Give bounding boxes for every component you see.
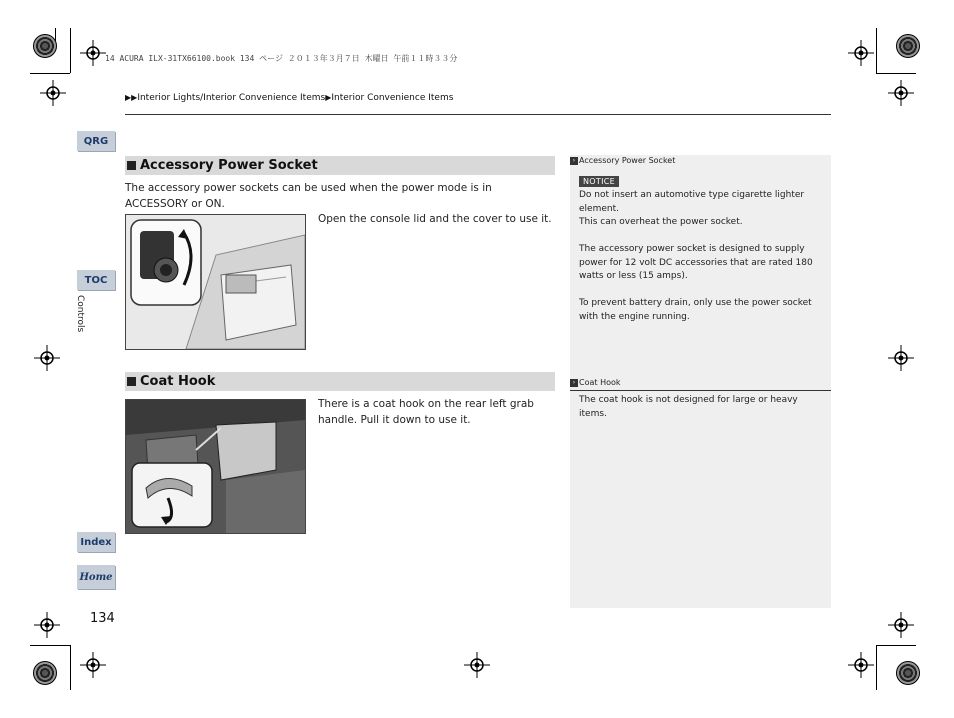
coat-hook-illustration (125, 399, 306, 534)
registration-crosshair-icon (848, 652, 874, 678)
registration-crosshair-icon (848, 40, 874, 66)
section-square-icon (127, 377, 136, 386)
accessory-section-heading (125, 156, 555, 175)
accessory-heading-text: Accessory Power Socket (140, 158, 318, 173)
section-tab-label: Controls (75, 295, 85, 333)
registration-rosette-icon (896, 661, 920, 685)
breadcrumb-link-interior-lights[interactable]: Interior Lights/Interior Convenience Items (137, 93, 326, 103)
registration-crosshair-icon (888, 80, 914, 106)
registration-crosshair-icon (80, 652, 106, 678)
coat-hook-section-heading (125, 372, 555, 391)
coat-hook-note-title[interactable] (570, 378, 621, 387)
registration-crosshair-icon (40, 80, 66, 106)
breadcrumb (125, 93, 453, 103)
page-number: 134 (90, 611, 115, 626)
rear-seat-hook-drawing-icon (126, 400, 305, 533)
book-file-info: 14 ACURA ILX-31TX66100.book 134 ページ ２０１３年３月７日 木曜日 午前１１時３３分 (105, 54, 458, 63)
registration-crosshair-icon (888, 345, 914, 371)
registration-rosette-icon (33, 34, 57, 58)
accessory-note-title-text: Accessory Power Socket (579, 156, 676, 165)
coat-hook-note-title-text: Coat Hook (579, 378, 621, 387)
coat-hook-note-rule (570, 390, 831, 391)
registration-crosshair-icon (464, 652, 490, 678)
cross-reference-icon: › (570, 379, 578, 387)
accessory-note-text-1: Do not insert an automotive type cigarette lighter element. This can overheat the power socket. (579, 190, 805, 227)
accessory-note-text-3: To prevent battery drain, only use the power socket with the engine running. (579, 298, 812, 322)
breadcrumb-link-convenience-items[interactable]: Interior Convenience Items (331, 93, 454, 103)
accessory-intro-text: The accessory power sockets can be used when the power mode is in ACCESSORY or ON. (125, 182, 492, 210)
home-label: Home (79, 571, 113, 583)
section-square-icon (127, 161, 136, 170)
index-button[interactable]: Index (77, 532, 115, 552)
console-socket-drawing-icon (126, 215, 305, 349)
notice-badge: NOTICE (579, 176, 619, 187)
home-button[interactable] (77, 565, 115, 589)
registration-rosette-icon (33, 661, 57, 685)
coat-hook-heading-text: Coat Hook (140, 374, 216, 389)
power-socket-illustration (125, 214, 306, 350)
registration-crosshair-icon (34, 612, 60, 638)
breadcrumb-arrow-icon: ▶▶ (125, 93, 138, 102)
header-rule (125, 114, 831, 115)
registration-crosshair-icon (80, 40, 106, 66)
coat-hook-instruction-text: There is a coat hook on the rear left grab handle. Pull it down to use it. (318, 398, 534, 426)
registration-crosshair-icon (34, 345, 60, 371)
accessory-note-title[interactable] (570, 156, 675, 165)
registration-crosshair-icon (888, 612, 914, 638)
toc-button[interactable]: TOC (77, 270, 115, 290)
qrg-button[interactable]: QRG (77, 131, 115, 151)
accessory-instruction-text: Open the console lid and the cover to use it. (318, 213, 552, 225)
breadcrumb-arrow-icon: ▶ (325, 93, 332, 102)
registration-rosette-icon (896, 34, 920, 58)
coat-hook-note-text: The coat hook is not designed for large or heavy items. (579, 395, 798, 419)
accessory-note-text-2: The accessory power socket is designed to supply power for 12 volt DC accessories that are rated 180 watts or less (15 amps). (579, 244, 813, 281)
cross-reference-icon: › (570, 157, 578, 165)
